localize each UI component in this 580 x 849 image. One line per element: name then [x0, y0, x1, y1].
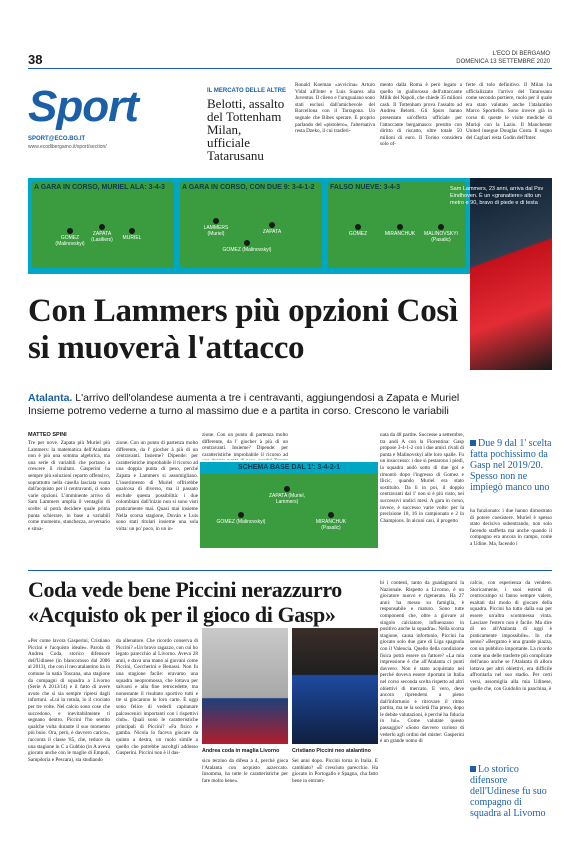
- formation-3-player-3: MALINOVSKYI (Pasalic): [418, 224, 464, 243]
- schema-player-1: ZAPATA (Muriel, Lammers): [262, 486, 312, 505]
- formation-1-player-2: ZAPATA (Lasiliers): [82, 224, 122, 243]
- second-body-col-5-text: bi i contesti, tanto da guadagnarsi la Nazionale. Rispetto a Livorno, è un giocatore nuovo e rigenerato. Ha 27 anni: ha messo su famiglia, è responsabile e maturo. Sono tutte componenti che, oltre a giovare al singolo calciatore, influenzano in positivo anche la squadra». Nella scorsa stagione, causa infortunio, Piccini ha giocato solo due gare di Liga spagnola con il Valencia. Quello della condizione fisica potrà essere un fattore? «La mia impressione è che all'Atalanta ci punti davvero. Non è stato acquistato nel perché doveva essere riportato in Italia nel corso seconda scelta rispetto ad altri obiettivi di mercato. E vero, deve ancora riprendersi a pieno dall'infortunio e ritrovare il ritmo partita, ma se la società l'ha preso, dopo le debite valutazioni, è perché ha fiducia in lui».: [380, 580, 464, 725]
- pull-quote-2: [470, 764, 552, 819]
- second-body-col-6: calcio, con esperienza da vendere. Storicamente, i suoi esterni di centrocampo si fanno sempre valere, esaltati dal modo di giocare della squadra. Piccini ha tutto dalla sua per essere un'altra scommessa vinta. Lasciare l'estero non è facile. Ma dire di no all'Atalanta di oggi è praticamente impossibile». In che senso? «Bergamo è una grande piazza, con un pubblico importante. La ricordo come una delle trasferte più complicate dell'anno anche se l'Atalanta di allora lottava per altri obiettivi, era difficile affrontarla nel suo stadio. Per certi versi, assomiglia alla mia Udinese, quelle che, con Guidolin in panchina, è: [470, 580, 552, 692]
- subhead-lead: Atalanta.: [28, 392, 73, 404]
- second-body-col-2: da allenatore. Che ricordo conserva di Piccini? «Un bravo ragazzo, con cui ho legato parecchio al Livorno. Aveva 28 anni, e dava una mano ai giovani come Piccini, Ceccherini e Benassi. Non fu una stagione facile: eravamo una squadra neopromossa, che lottava per salvarsi e alla fine retrocedette, ma nonostante il risultato sportivo tutti e tre si giocarono le loro carte. E oggi sono felice di vederli capitanare palcoscenici importanti con i rispettivi club». Quali sono le caratteristiche principali di Piccini? «Fa fisico e gamba. Nicola lo faceva giocare da quinto a destra, un ruolo simile a quello che potrebbe ascoltgli addosso Gasperini. Piccini non è il das-: [116, 638, 198, 757]
- quote-marker: [470, 440, 476, 446]
- byline: MATTEO SPINI: [28, 432, 67, 438]
- second-body-col-5: [380, 580, 464, 838]
- quote-marker-2: [470, 766, 476, 772]
- pull-quote-1: [470, 438, 552, 493]
- newspaper-name: L'ECO DI BERGAMO: [492, 51, 550, 57]
- schema-title: SCHEMA BASE DAL 1': 3-4-2-1: [200, 462, 378, 474]
- formation-2-player-3: GOMEZ (Malinovskyi): [222, 240, 272, 253]
- subhead-text: L'arrivo dell'olandese aumenta a tre i centravanti, aggiungendosi a Zapata e Muriel Insieme potremo vederne a turno al massimo due e a partita in corso. Crescono le variabili: [28, 392, 460, 417]
- schema-pitch: [200, 462, 378, 548]
- main-headline: Con Lammers più opzioni Così si muoverà l'attacco: [28, 293, 458, 366]
- section-email[interactable]: SPORT@ECO.BG.IT: [28, 136, 86, 142]
- pull-quote-2-text: Lo storico difensore dell'Udinese fu suo compagno di squadra al Livorno: [470, 764, 547, 819]
- coda-photo: [202, 628, 288, 744]
- coda-photo-caption: Andrea coda in maglia Livorno: [202, 748, 280, 754]
- schema-player-3: MIRANCHUK (Pasalic): [306, 512, 356, 531]
- formation-3-player-2: MIRANCHUK: [380, 224, 420, 237]
- main-body-col-2: zione. Con un punto di partenza molto differente, da l' giocher à più di un centravanti. Insieme? Dipende: per caratteristiche improbabile il ricorso ad una doppia punta di peso, perché Zapata e Lammers si assomigliano. L'inserimento di Muriel offrirebbe qualcosa di diverso, ma il passato esclude questa possibilità: i due colombiani dall'inizio non si sono visti praticamente mai. Quasi mai insieme Nella scorsa stagione, Duván e Luis sono stati titolari insieme una sola volta: un po' poco, in un in-: [116, 440, 198, 532]
- piccini-photo-caption: Cristiano Piccini neo atalantino: [292, 748, 371, 754]
- masthead: [456, 50, 550, 66]
- section-title: Sport: [28, 82, 138, 131]
- piccini-photo: [292, 628, 378, 744]
- main-body-col-5: ha funzionato: i due hanno dimostrato di potere coesistere. Muriel è spesso stato decisivo subentrando, non solo facendo staffetta ma anche quando il compagno era ancora in campo, come a Udine. Ma, facendo i: [470, 508, 552, 547]
- formation-3-player-1: GOMEZ: [340, 224, 376, 237]
- second-headline: Coda vede bene Piccini nerazzurro «Acquisto ok per il gioco di Gasp»: [28, 577, 342, 627]
- main-body-col-4: nata da 48 partite. Successe a settembre, tra andi A con la Fiorentina: Gasp propose 3-4-1-2 con i due amici rivali di punta e Malinovskyi alle loro spalle. Fu un insuccesso: i due si pestarono i piedi, la squadra andò sotto di due gol e rimontò dopo l'ingresso di Gomez e Ilicic, quando Muriel era stato sostituito. Da lì in poi, il doppio centravanti dal 1' non si è più visto, nei successivi undici mesi. A gara in corso, invece, è successo varie volte: per la precisione 18, 16 in campionato e 2 in Champions. In alcuni casi, il progetto: [380, 432, 464, 524]
- schema-player-2: GOMEZ (Malinovskyi): [216, 512, 266, 525]
- section-rule: [28, 570, 552, 571]
- second-body-col-1: «Per come lavora Gasperini, Cristiano Piccini è l'acquisto ideale». Parola di Andrea Coda, storico difensore dell'Udinese (in blancorosso dal 2006 al 2013), che con il neo atalantino ha in comune la natia Toscana, una stagione da compagni di squadra a Livorno (Serie A 2013/14) e il fatto di avere avuto che si sia sempre ripresi dagli infortuni. «Lui la rotula, io il crociato per tre volte. Nel calcio sono cose che succedono, e inevitabilmente ti segnano dentro. Piccini l'ho sentito qualche volta durante il suo momento più buio. Ora, però, è davvero carico», racconta il classe '85, che, reduce da una stagione in C a Gubbio (in A aveva giocato anche con le maglie di Empoli, Sampdoria e Pescara), sta studiando: [28, 638, 110, 763]
- issue-date: DOMENICA 13 SETTEMBRE 2020: [456, 59, 550, 65]
- formation-1-player-1: GOMEZ (Malinovskyi): [50, 228, 90, 247]
- formation-label-1: A GARA IN CORSO, MURIEL ALA: 3-4-3: [34, 184, 165, 191]
- formation-label-2: A GARA IN CORSO, CON DUE 9: 3-4-1-2: [182, 184, 315, 191]
- inline-question: Come valutate questo passaggio? «Sono davvero curioso di vederlo agli ordini del mister: Gasperini è un grande uomo di: [380, 718, 464, 745]
- formation-label-3: FALSO NUEVE: 3-4-3: [330, 184, 401, 191]
- side-story-col-2: mento dalla Roma è però legato a quello in giallorosso dell'attaccante Milik del Napoli, che chiede 35 milioni cash. Il Tottenham prova l'assalto ad Andrea Belotti. Gli Spurs hanno presentato un'offerta ufficiale per l'attaccante bergamasco: prestito con diritto di riscatto, oltre totale 50 milioni di euro. Il Torino considera solo of-: [380, 82, 462, 148]
- second-body-col-3: sico terzino da difesa a 4, perché gioca l'Atalanta con acquisto azzeccato. Insomma, ha tutte le caratteristiche per fare molto bene».: [202, 758, 288, 784]
- header-rule: [28, 68, 552, 69]
- page-number: 38: [28, 52, 43, 67]
- formation-2-player-2: ZAPATA: [252, 222, 292, 235]
- photo-caption: Sam Lammers, 23 anni, arriva dal Psv Eindhoven. È un «granatiere» alto un metro e 90, bravo di piede e di testa: [450, 186, 544, 206]
- section-web[interactable]: www.ecodibergamo.it/sport/section/: [28, 144, 107, 150]
- main-body-col-3a: zione. Con un punto di partenza molto differente, da l' giocher à più di un centravanti. Insieme? Dipende: per caratteristiche improbabile il ricorso ad: [202, 432, 288, 458]
- pull-quote-1-text: Due 9 dal 1' scelta fatta pochissimo da Gasp nel 2019/20. Spesso non ne impiegò manco uno: [470, 438, 552, 493]
- formation-2-player-1: LAMMERS (Muriel): [196, 218, 236, 237]
- main-subhead: [28, 392, 468, 418]
- side-story-title: Belotti, assalto del Tottenham Milan, ufficiale Tatarusanu: [207, 96, 285, 163]
- main-body-col-1: Tre per nove. Zapata più Muriel più Lammers: la matematica dell'Atalanta non è più una somma algebrica, ma una serie di variabili che portano a crescere il risultato. Gasperini ha sempre più soluzioni reparto offensivo, soprattutto nella casella lasciata vuota dall'acquisto per il centravanti, ci sono varie opzioni. L'imminente arrivo di Sam Lammers amplia il ventaglio di scelte: si potrà decidere quale prima punta schierare, in base a variabili come momento, stanchezza, avversario e situa-: [28, 440, 110, 532]
- side-story-col-1: Ronald Koeman «avvicina» Arturo Vidal all'Inter e Luis Suarez alla Juventus. Il cileno e l'uruguaiano sono stati esclusi dall'amichevole del Barcellona con il Tarragona. Un segnale che Bibes sperare. E proprio parlando del «pistolero», l'alternativa resta Dzeko, il cui trasferi-: [295, 82, 375, 135]
- side-story-col-3: ferte di tolo definitivo. Il Milan ha ufficializzato l'arrivo del Tatarusanu come secondo portiere, ruolo per il quale era stato valutato anche l'atalantino Marco Sportiello. Sono invece già in corso di queste le visite mediche di Muriqi con la Lazio. Il Manchester United insegue Douglas Costa. Il sogno del Cagliari resta Godin dell'Inter.: [466, 82, 552, 141]
- formation-1-player-3: MURIEL: [112, 228, 152, 241]
- second-body-col-4: Sei anni dopo. Piccini torna in Italia. È cambiato? «È cresciuto parecchio. Ha giocato in Portogallo e Spagna, cha fatto bene in entram-: [292, 758, 378, 784]
- side-story-kicker: IL MERCATO DELLE ALTRE: [207, 88, 286, 94]
